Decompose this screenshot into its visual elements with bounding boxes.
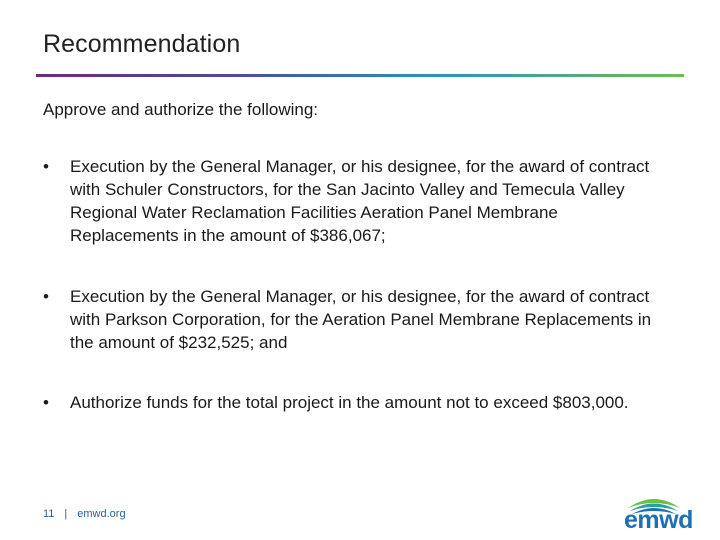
intro-text: Approve and authorize the following: — [43, 100, 319, 119]
list-item-text: Authorize funds for the total project in the amount not to exceed $803,000. — [70, 393, 629, 412]
list-item — [43, 391, 629, 414]
list-item — [43, 155, 663, 247]
footer-separator: | — [64, 508, 68, 520]
bullet-marker: • — [43, 157, 49, 176]
list-item — [43, 285, 663, 354]
logo-wordmark: emwd — [624, 506, 693, 534]
title-divider — [36, 74, 684, 77]
page-number: 11 — [43, 508, 55, 520]
list-item-text: Execution by the General Manager, or his designee, for the award of contract with Schuler Constructors, for the San Jacinto Valley and Temecula Valley Regional Water Reclamation Facilities Aeration Panel Membrane Replacements in the amount of $386,067; — [70, 157, 650, 245]
slide-footer — [43, 508, 126, 520]
list-item-text: Execution by the General Manager, or his designee, for the award of contract with Parkson Corporation, for the Aeration Panel Membrane Replacements in the amount of $232,525; and — [70, 287, 652, 352]
slide-title: Recommendation — [43, 30, 241, 58]
website-link[interactable]: emwd.org — [77, 508, 126, 520]
bullet-marker: • — [43, 287, 49, 306]
bullet-marker: • — [43, 393, 49, 412]
